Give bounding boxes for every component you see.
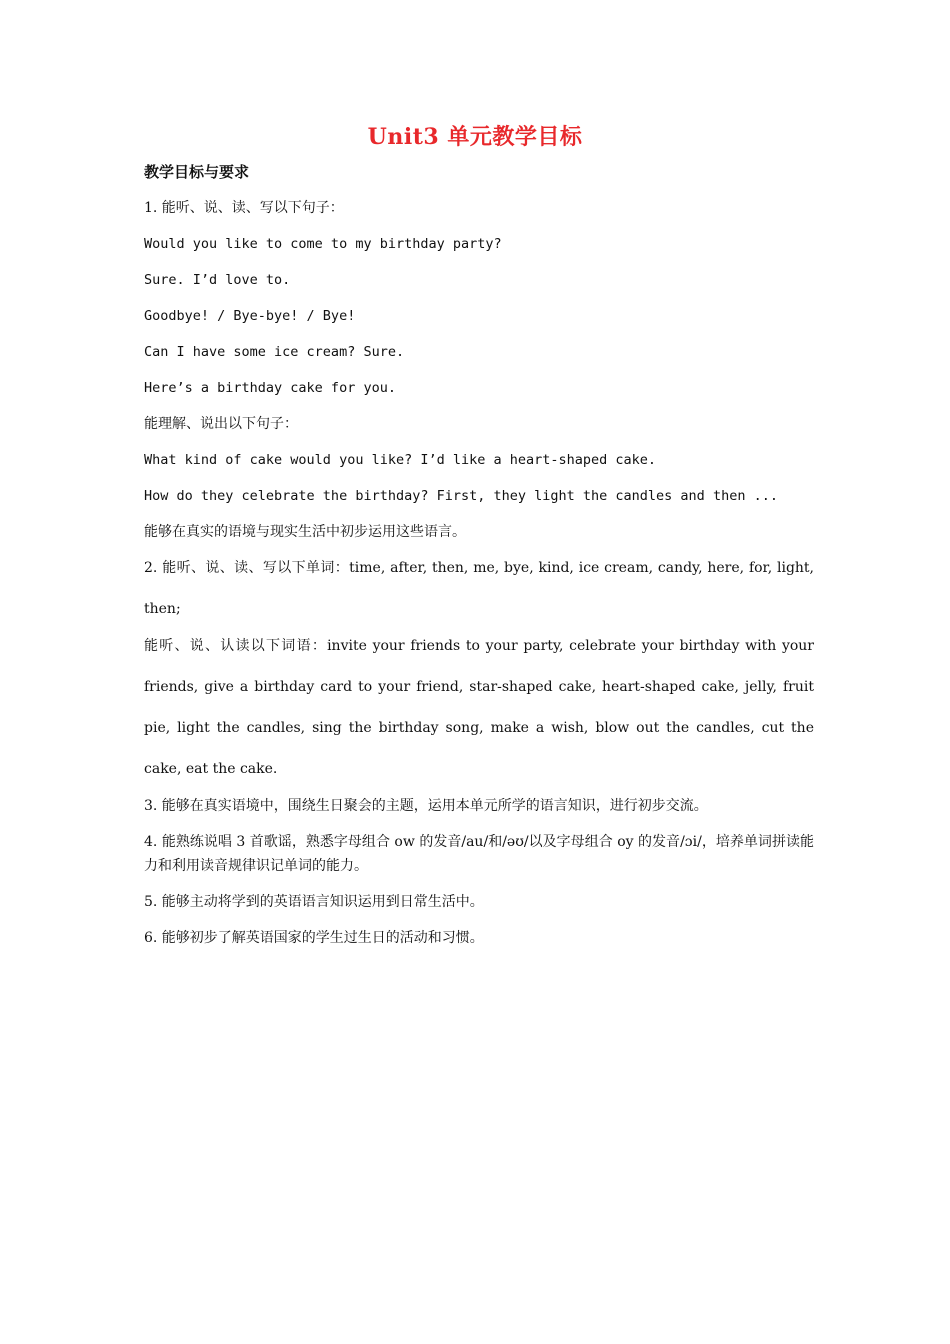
sentence-4: Can I have some ice cream? Sure. bbox=[144, 344, 405, 360]
item6: 6. 能够初步了解英语国家的学生过生日的活动和习惯。 bbox=[144, 930, 484, 946]
sentence-2: Sure. I’d love to. bbox=[144, 272, 291, 288]
item3: 3. 能够在真实语境中，围绕生日聚会的主题，运用本单元所学的语言知识，进行初步交流。 bbox=[144, 798, 708, 814]
item5: 5. 能够主动将学到的英语语言知识运用到日常生活中。 bbox=[144, 894, 484, 910]
sentence-5: Here’s a birthday cake for you. bbox=[144, 380, 396, 396]
apply-text: 能够在真实的语境与现实生活中初步运用这些语言。 bbox=[144, 524, 466, 540]
understand-sentence-1: What kind of cake would you like? I’d like a heart-shaped cake. bbox=[144, 452, 657, 468]
document-title: Unit3 单元教学目标 bbox=[367, 124, 583, 150]
item2-words: 2. 能听、说、读、写以下单词：time, after, then, me, bye, kind, ice cream, candy, here, for, light, then; bbox=[144, 560, 814, 617]
sentence-3: Goodbye! / Bye-bye! / Bye! bbox=[144, 308, 356, 324]
item2-phrases: 能听、说、认读以下词语：invite your friends to your party, celebrate your birthday with your friends, give a birthday card to your friend, star-shaped cake, heart-shaped cake, jelly, fruit pie, light the candles, sing the birthday song, make a wish, blow out the candles, cut the cake, eat the cake. bbox=[144, 638, 814, 777]
item1-intro: 1. 能听、说、读、写以下句子： bbox=[144, 200, 344, 216]
understand-intro: 能理解、说出以下句子： bbox=[144, 416, 298, 432]
section-heading: 教学目标与要求 bbox=[144, 163, 250, 181]
item4: 4. 能熟练说唱 3 首歌谣，熟悉字母组合 ow 的发音/au/和/əʊ/以及字母组合 oy 的发音/ɔi/，培养单词拼读能力和利用读音规律识记单词的能力。 bbox=[144, 834, 814, 874]
sentence-1: Would you like to come to my birthday party? bbox=[144, 236, 502, 252]
document-body bbox=[144, 160, 814, 962]
understand-sentence-2: How do they celebrate the birthday? First, they light the candles and then ... bbox=[144, 488, 778, 504]
